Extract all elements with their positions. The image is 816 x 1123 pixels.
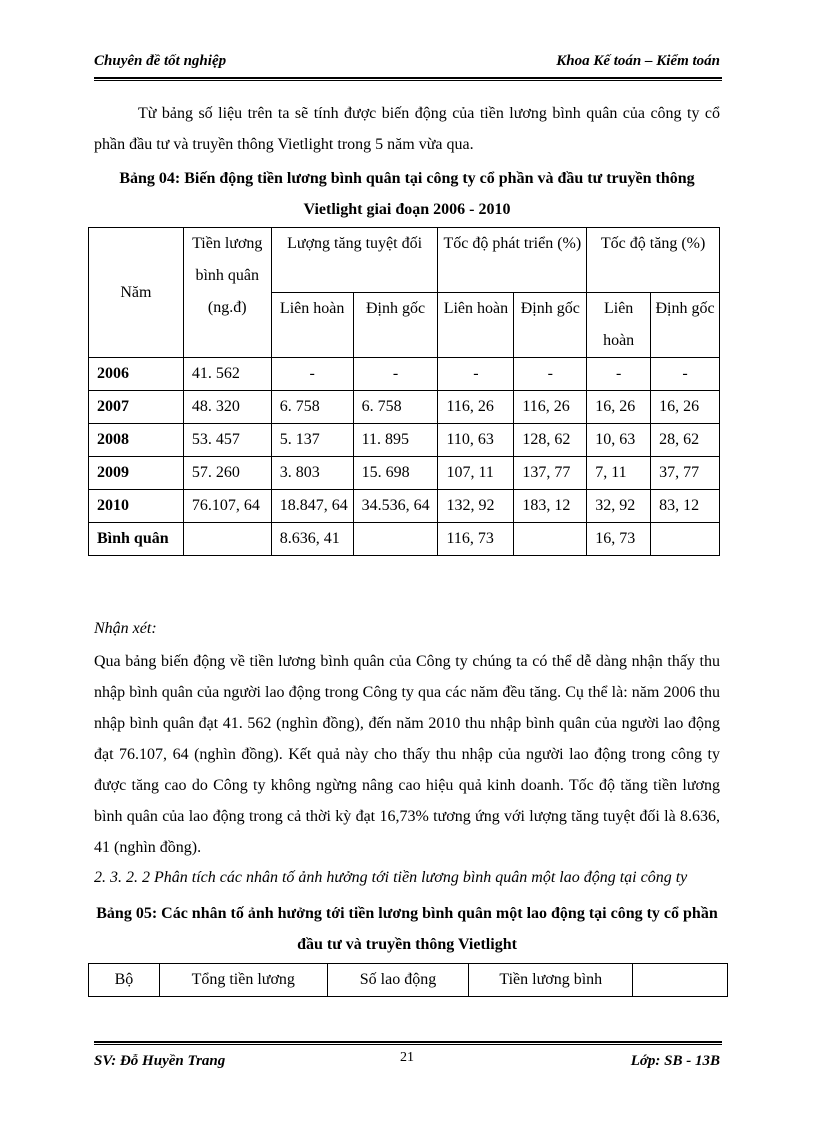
footer-rule-thin xyxy=(94,1044,722,1045)
footer-student: SV: Đỗ Huyền Trang xyxy=(94,1053,226,1069)
table-cell: 48. 320 xyxy=(183,391,271,424)
table-cell: - xyxy=(438,358,514,391)
table-cell: 76.107, 64 xyxy=(183,490,271,523)
table-cell: 183, 12 xyxy=(514,490,587,523)
factors-table xyxy=(88,963,728,997)
header-dev-base: Định gốc xyxy=(514,293,587,358)
header-grow-chain: Liên hoàn xyxy=(587,293,651,358)
table-cell xyxy=(514,523,587,556)
intro-paragraph: Từ bảng số liệu trên ta sẽ tính được biến động của tiền lương bình quân của công ty cổ phần đầu tư và truyền thông Vietlight trong 5 năm vừa qua. xyxy=(94,105,720,153)
table-cell: 16, 26 xyxy=(587,391,651,424)
table-row xyxy=(89,358,720,391)
note-paragraph: Qua bảng biến động về tiền lương bình quân của Công ty chúng ta có thể dễ dàng nhận thấy thu nhập bình quân của người lao động trong Công ty qua các năm đều tăng. Cụ thể là: năm 2006 thu nhập bình quân đạt 41. 562 (nghìn đồng), đến năm 2010 thu nhập bình quân của người lao động đạt 76.107, 64 (nghìn đồng). Kết quả này cho thấy thu nhập của người lao động trong công ty được tăng cao do Công ty không ngừng nâng cao hiệu quả kinh doanh. Tốc độ tăng tiền lương bình quân của lao động trong cả thời kỳ đạt 16,73% tương ứng với lượng tăng tuyệt đối là 8.636, 41 (nghìn đồng). xyxy=(94,653,720,856)
footer-class: Lớp: SB - 13B xyxy=(630,1053,720,1069)
t2-header-3: Tiền lương bình xyxy=(469,964,633,997)
table-cell: - xyxy=(587,358,651,391)
table1-caption: Bảng 04: Biến động tiền lương bình quân tại công ty cổ phần và đầu tư truyền thông Vietlight giai đoạn 2006 - 2010 xyxy=(119,170,695,218)
table-row xyxy=(89,523,720,556)
table-cell: - xyxy=(651,358,720,391)
table-cell: 116, 26 xyxy=(438,391,514,424)
header-absolute: Lượng tăng tuyệt đối xyxy=(271,228,438,293)
row-year-cell: 2008 xyxy=(89,424,184,457)
header-abs-base: Định gốc xyxy=(353,293,438,358)
header-rule-thin xyxy=(94,80,722,81)
table-cell: 41. 562 xyxy=(183,358,271,391)
header-left: Chuyên đề tốt nghiệp xyxy=(94,53,227,69)
header-wage: Tiền lương bình quân (ng.đ) xyxy=(183,228,271,358)
row-year-cell: 2006 xyxy=(89,358,184,391)
note-label: Nhận xét: xyxy=(94,620,157,637)
table-cell: 3. 803 xyxy=(271,457,353,490)
page-number: 21 xyxy=(400,1050,414,1065)
section-heading: 2. 3. 2. 2 Phân tích các nhân tố ảnh hưởng tới tiền lương bình quân một lao động tại công ty xyxy=(94,869,688,886)
table-row xyxy=(89,424,720,457)
footer-rule xyxy=(94,1041,722,1043)
header-development: Tốc độ phát triển (%) xyxy=(438,228,587,293)
table-cell: 128, 62 xyxy=(514,424,587,457)
header-right: Khoa Kế toán – Kiểm toán xyxy=(556,53,720,69)
table-cell xyxy=(183,523,271,556)
header-rule xyxy=(94,77,722,79)
row-year-cell: 2007 xyxy=(89,391,184,424)
table-cell: 132, 92 xyxy=(438,490,514,523)
table-cell: 83, 12 xyxy=(651,490,720,523)
table-row xyxy=(89,490,720,523)
table-cell: 32, 92 xyxy=(587,490,651,523)
t2-header-2: Số lao động xyxy=(327,964,469,997)
wage-trend-table xyxy=(88,227,720,556)
table-cell xyxy=(651,523,720,556)
table-cell: 37, 77 xyxy=(651,457,720,490)
row-year-cell: 2009 xyxy=(89,457,184,490)
table-cell xyxy=(353,523,438,556)
table-cell: 53. 457 xyxy=(183,424,271,457)
table-row xyxy=(89,457,720,490)
table-cell: 57. 260 xyxy=(183,457,271,490)
table-cell: - xyxy=(353,358,438,391)
table-cell: 16, 73 xyxy=(587,523,651,556)
table-cell: 11. 895 xyxy=(353,424,438,457)
table-cell: 137, 77 xyxy=(514,457,587,490)
table-cell: 5. 137 xyxy=(271,424,353,457)
table-cell: 6. 758 xyxy=(271,391,353,424)
table-cell: 10, 63 xyxy=(587,424,651,457)
table-cell: 28, 62 xyxy=(651,424,720,457)
table-row xyxy=(89,391,720,424)
table-cell: 107, 11 xyxy=(438,457,514,490)
table-cell: 116, 73 xyxy=(438,523,514,556)
table-cell: 18.847, 64 xyxy=(271,490,353,523)
table-cell: - xyxy=(514,358,587,391)
table-cell: 116, 26 xyxy=(514,391,587,424)
t2-header-4 xyxy=(633,964,728,997)
row-year-cell: 2010 xyxy=(89,490,184,523)
table-cell: - xyxy=(271,358,353,391)
table-cell: 6. 758 xyxy=(353,391,438,424)
row-year-cell: Bình quân xyxy=(89,523,184,556)
table-cell: 34.536, 64 xyxy=(353,490,438,523)
table-cell: 15. 698 xyxy=(353,457,438,490)
t2-header-1: Tổng tiền lương xyxy=(159,964,327,997)
table-cell: 16, 26 xyxy=(651,391,720,424)
header-growth: Tốc độ tăng (%) xyxy=(587,228,720,293)
header-dev-chain: Liên hoàn xyxy=(438,293,514,358)
table2-caption: Bảng 05: Các nhân tố ảnh hưởng tới tiền lương bình quân một lao động tại công ty cổ phần đầu tư và truyền thông Vietlight xyxy=(96,905,718,953)
table-cell: 110, 63 xyxy=(438,424,514,457)
table-cell: 8.636, 41 xyxy=(271,523,353,556)
table-cell: 7, 11 xyxy=(587,457,651,490)
header-abs-chain: Liên hoàn xyxy=(271,293,353,358)
header-year: Năm xyxy=(89,228,184,358)
t2-header-0: Bộ xyxy=(89,964,160,997)
header-grow-base: Định gốc xyxy=(651,293,720,358)
